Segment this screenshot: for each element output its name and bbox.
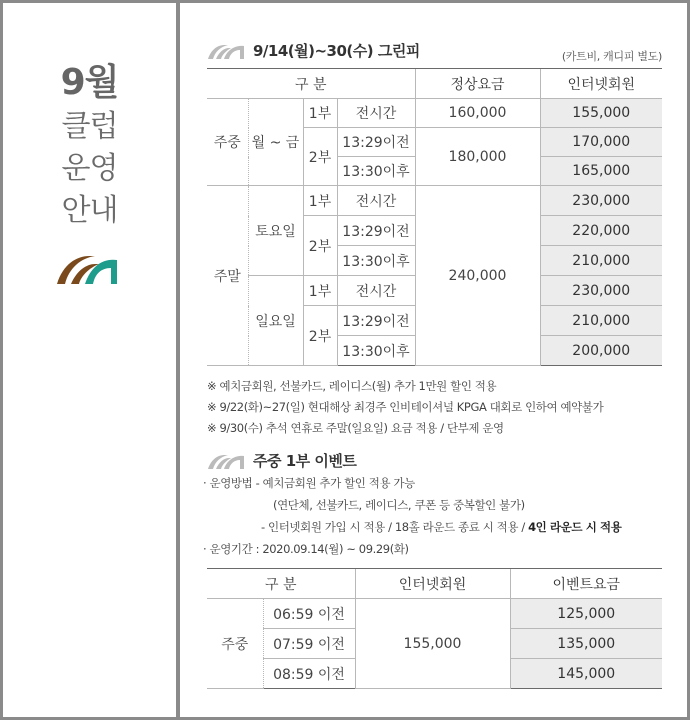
sun-part1: 1부 (303, 276, 337, 306)
sun-member2b: 200,000 (540, 336, 662, 366)
sun-member2a: 210,000 (540, 306, 662, 336)
weekday-member1: 155,000 (540, 99, 662, 128)
weekday-before: 13:29이전 (337, 128, 415, 157)
note-3: ※ 9/30(수) 추석 연휴로 주말(일요일) 요금 적용 / 단부제 운영 (207, 421, 504, 435)
weekday-days: 월 ~ 금 (248, 99, 303, 186)
event-price-3: 145,000 (510, 659, 662, 689)
sat-before: 13:29이전 (337, 216, 415, 246)
sat-after: 13:30이후 (337, 246, 415, 276)
greenfee-title: 9/14(월)~30(수) 그린피 (253, 42, 420, 60)
event-method-sub2-text: - 인터넷회원 가입 시 적용 / 18홀 라운드 종료 시 적용 / (261, 520, 529, 534)
weekday-member2a: 170,000 (540, 128, 662, 157)
weekend-sunday: 일요일 (248, 276, 303, 366)
weekday-member2b: 165,000 (540, 157, 662, 186)
event-method-sub: (연단체, 선불카드, 레이디스, 쿠폰 등 중복할인 불가) (273, 498, 525, 512)
left-line-guide: 안내 (61, 193, 118, 228)
event-method-sub2 (203, 516, 621, 538)
event-header-event: 이벤트요금 (510, 569, 662, 599)
sun-before: 13:29이전 (337, 306, 415, 336)
event-section-title (207, 450, 356, 471)
event-price-1: 125,000 (510, 599, 662, 629)
header-regular: 정상요금 (415, 69, 540, 99)
sun-alltime: 전시간 (337, 276, 415, 306)
weekday-after: 13:30이후 (337, 157, 415, 186)
sat-member2a: 220,000 (540, 216, 662, 246)
left-line-operation: 운영 (61, 151, 118, 186)
header-category: 구 분 (207, 69, 415, 99)
month-label: 9월 (60, 62, 119, 103)
column-divider (176, 0, 180, 720)
sun-part2: 2부 (303, 306, 337, 366)
weekend-label: 주말 (207, 186, 248, 366)
event-time-3: 08:59 이전 (263, 659, 355, 689)
event-member-price: 155,000 (355, 599, 510, 689)
sat-alltime: 전시간 (337, 186, 415, 216)
sat-part1: 1부 (303, 186, 337, 216)
greenfee-section-title (207, 40, 420, 61)
event-header-member: 인터넷회원 (355, 569, 510, 599)
weekend-regular: 240,000 (415, 186, 540, 366)
weekday-part1: 1부 (303, 99, 337, 128)
event-header-category: 구 분 (207, 569, 355, 599)
event-method-sub2-bold: 4인 라운드 시 적용 (528, 520, 622, 534)
sat-member1: 230,000 (540, 186, 662, 216)
section-mark-icon (207, 42, 245, 60)
weekday-alltime: 전시간 (337, 99, 415, 128)
event-time-1: 06:59 이전 (263, 599, 355, 629)
sun-member1: 230,000 (540, 276, 662, 306)
weekday-regular1: 160,000 (415, 99, 540, 128)
golf-course-logo-icon (55, 252, 119, 286)
event-details (203, 472, 621, 560)
greenfee-notes (207, 376, 603, 439)
note-1: ※ 예치금회원, 선불카드, 레이디스(월) 추가 1만원 할인 적용 (207, 379, 497, 393)
weekday-part2: 2부 (303, 128, 337, 186)
greenfee-note: (카트비, 캐디피 별도) (561, 50, 662, 63)
sat-part2: 2부 (303, 216, 337, 276)
header-member: 인터넷회원 (540, 69, 662, 99)
event-time-2: 07:59 이전 (263, 629, 355, 659)
section-mark-icon (207, 452, 245, 470)
sat-member2b: 210,000 (540, 246, 662, 276)
greenfee-table (207, 68, 662, 366)
event-title: 주중 1부 이벤트 (253, 452, 357, 470)
left-line-club: 클럽 (61, 109, 118, 144)
event-price-2: 135,000 (510, 629, 662, 659)
sun-after: 13:30이후 (337, 336, 415, 366)
event-method: · 운영방법 - 예치금회원 추가 할인 적용 가능 (203, 476, 415, 490)
weekday-label: 주중 (207, 99, 248, 186)
weekday-regular2: 180,000 (415, 128, 540, 186)
weekend-saturday: 토요일 (248, 186, 303, 276)
event-weekday-label: 주중 (207, 599, 263, 689)
note-2: ※ 9/22(화)~27(일) 현대해상 최경주 인비테이셔널 KPGA 대회로 인하여 예약불가 (207, 400, 604, 414)
event-table (207, 568, 662, 689)
event-period: · 운영기간 : 2020.09.14(월) ~ 09.29(화) (203, 542, 409, 556)
